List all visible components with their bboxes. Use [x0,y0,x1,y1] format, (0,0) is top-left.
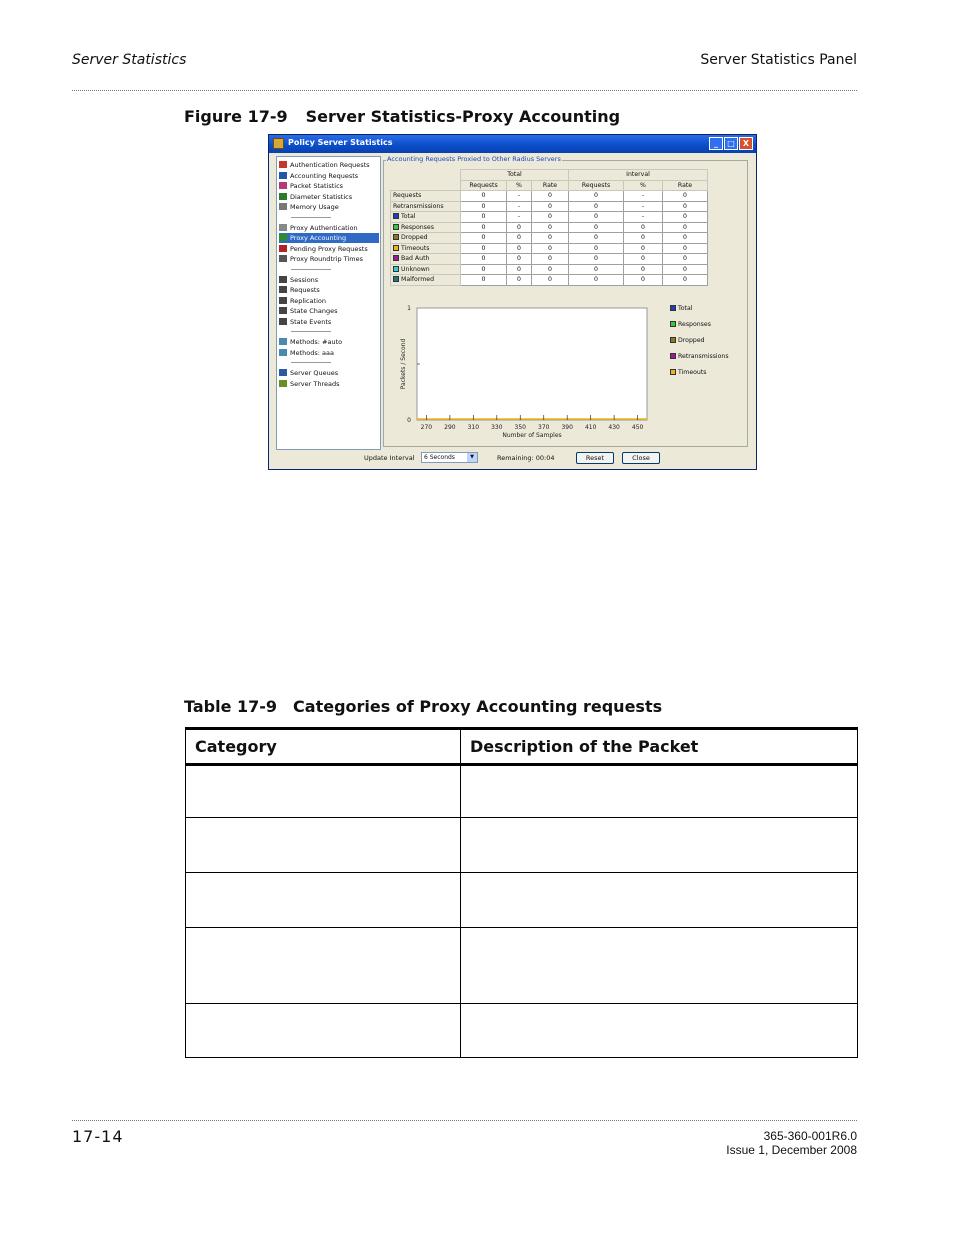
row-label-text: Timeouts [401,244,430,252]
table-cell: 0 [532,254,569,265]
legend-item [670,305,692,312]
table-cell: - [507,212,532,223]
table-cell: 0 [624,275,663,286]
table-cell [461,765,858,818]
update-interval-select[interactable] [421,452,478,463]
memory-usage-icon [279,203,287,210]
column-header: Requests [461,180,507,191]
nav-item-authentication-requests[interactable] [279,160,379,170]
server-threads-icon [279,380,287,387]
x-tick-label: 350 [514,424,526,431]
table-row [391,212,708,223]
x-tick-label: 430 [608,424,620,431]
legend-item [670,337,705,344]
table-cell: 0 [624,233,663,244]
row-label [391,222,461,233]
proxy-auth-icon [279,224,287,231]
legend-swatch [393,234,399,240]
categories-table [185,727,858,1058]
table-cell: - [507,191,532,202]
table-title: Categories of Proxy Accounting requests [293,697,663,716]
row-label-text: Malformed [401,276,435,284]
column-header-description: Description of the Packet [461,729,858,765]
table-cell [186,818,461,873]
table-row [186,765,858,818]
nav-item-state-events[interactable] [279,317,379,327]
footer-rule [72,1120,857,1121]
page-number: 17-14 [72,1127,124,1146]
table-cell: 0 [569,275,624,286]
legend-label: Dropped [678,337,705,344]
table-cell [461,1004,858,1058]
table-row [391,243,708,254]
nav-separator [291,269,331,270]
legend-label: Timeouts [678,369,707,376]
column-header: Rate [532,180,569,191]
table-cell: 0 [532,212,569,223]
window-title: Policy Server Statistics [288,138,393,147]
row-label-text: Unknown [401,265,430,273]
table-cell: 0 [569,191,624,202]
legend-swatch [393,276,399,282]
table-cell: 0 [569,264,624,275]
nav-separator [291,362,331,363]
nav-item-label: Authentication Requests [290,161,370,169]
nav-item-label: Memory Usage [290,203,339,211]
row-label-text: Bad Auth [401,255,430,263]
nav-item-label: Requests [290,286,320,294]
table-cell: 0 [663,264,708,275]
table-cell: 0 [532,222,569,233]
table-cell: 0 [461,212,507,223]
table-number: Table 17-9 [184,697,278,716]
table-cell: 0 [569,212,624,223]
nav-item-state-changes[interactable] [279,306,379,316]
table-cell: 0 [663,222,708,233]
packet-stats-icon [279,182,287,189]
table-cell: 0 [532,243,569,254]
group-title: Accounting Requests Proxied to Other Radius Servers [387,155,561,163]
table-cell: 0 [461,191,507,202]
methods-auto-icon [279,338,287,345]
table-row [186,1004,858,1058]
nav-item-label: Replication [290,296,326,305]
plot-area [417,308,647,420]
row-label-text: Retransmissions [393,202,444,210]
column-header: % [507,180,532,191]
methods-aaa-icon [279,349,287,356]
nav-item-label: Proxy Accounting [290,234,347,242]
table-cell: 0 [569,243,624,254]
row-label [391,275,461,286]
nav-item-label: Packet Statistics [290,182,344,190]
table-cell: 0 [624,264,663,275]
table-cell: 0 [461,201,507,212]
table-cell: 0 [569,222,624,233]
x-tick-label: 390 [561,424,573,431]
nav-item-label: Sessions [290,275,319,284]
nav-item-methods-aaa[interactable] [279,348,379,358]
nav-item-server-queues[interactable] [279,368,379,378]
figure-number: Figure 17-9 [184,107,288,126]
legend-swatch [670,305,676,311]
table-corner [391,180,461,191]
x-tick-label: 450 [631,424,644,431]
sessions-icon [279,276,287,283]
nav-item-label: State Changes [290,307,338,315]
figure-caption [184,107,620,126]
table-cell: 0 [569,254,624,265]
table-cell [186,873,461,928]
table-cell: 0 [461,254,507,265]
legend-item [670,353,729,360]
nav-item-packet-statistics[interactable] [279,181,379,191]
footer-doc-info [726,1129,857,1157]
table-cell: 0 [624,222,663,233]
table-cell: 0 [663,191,708,202]
stats-table [390,169,708,286]
nav-item-label: Accounting Requests [290,171,359,180]
chevron-down-icon[interactable]: ▼ [467,453,477,462]
x-tick-label: 410 [584,424,597,431]
nav-item-replication[interactable] [279,296,379,306]
proxy-accounting-icon [279,234,287,241]
table-cell: 0 [663,275,708,286]
table-cell: 0 [461,243,507,254]
table-header-row [391,170,708,181]
state-changes-icon [279,307,287,314]
nav-item-proxy-accounting[interactable] [279,233,379,243]
y-tick-label: 1 [407,305,411,312]
nav-separator [291,217,331,218]
table-cell: - [507,201,532,212]
legend-swatch [393,255,399,261]
pending-proxy-icon [279,245,287,252]
row-label [391,254,461,265]
nav-item-proxy-authentication[interactable] [279,223,379,233]
nav-item-proxy-roundtrip-times[interactable] [279,254,379,264]
table-cell: 0 [532,275,569,286]
group-header: Interval [569,170,708,181]
requests-icon [279,286,287,293]
table-row [391,233,708,244]
x-tick-label: 270 [420,424,433,431]
legend-label: Responses [678,321,711,328]
update-interval-label: Update Interval [364,454,415,462]
policy-server-statistics-window [268,134,757,470]
row-label-text: Dropped [401,234,428,242]
row-label-text: Total [401,213,416,221]
table-cell: 0 [507,222,532,233]
nav-item-label: Server Threads [290,379,340,388]
table-row [186,928,858,1004]
maximize-button[interactable]: □ [724,137,738,150]
table-cell: 0 [663,212,708,223]
nav-item-label: Pending Proxy Requests [290,244,368,253]
row-label [391,212,461,223]
reset-button[interactable]: Reset [576,452,614,464]
nav-item-label: Proxy Authentication [290,223,358,232]
auth-requests-icon [279,161,287,168]
minimize-button[interactable]: _ [709,137,723,150]
nav-separator [291,331,331,332]
legend-swatch [670,321,676,327]
table-cell [186,928,461,1004]
app-icon [273,138,284,149]
state-events-icon [279,318,287,325]
nav-item-diameter-statistics[interactable] [279,192,379,202]
table-corner [391,170,461,181]
nav-item-label: Methods: aaa [290,348,334,357]
nav-item-server-threads[interactable] [279,379,379,389]
statistics-nav-panel [276,156,381,450]
column-header: % [624,180,663,191]
window-titlebar [269,135,756,153]
row-label [391,233,461,244]
table-row [391,254,708,265]
header-section: Server Statistics [72,52,187,68]
table-cell: 0 [507,254,532,265]
table-cell: 0 [507,243,532,254]
table-cell [461,818,858,873]
legend-swatch [670,353,676,359]
nav-item-accounting-requests[interactable] [279,171,379,181]
table-cell: 0 [532,233,569,244]
table-cell: 0 [663,201,708,212]
table-cell: 0 [461,222,507,233]
legend-swatch [393,266,399,272]
x-tick-label: 330 [491,424,503,431]
table-cell [461,873,858,928]
x-tick-label: 290 [444,424,456,431]
nav-item-label: Methods: #auto [290,338,343,346]
table-cell: 0 [624,254,663,265]
legend-swatch [393,213,399,219]
y-tick-label: 0 [407,417,411,424]
column-header-category: Category [186,729,461,765]
table-row [391,191,708,202]
table-cell: 0 [507,264,532,275]
group-header: Total [461,170,569,181]
table-cell: 0 [532,191,569,202]
header-panel: Server Statistics Panel [700,52,857,68]
legend-label: Total [678,305,693,312]
legend-label: Retransmissions [678,353,729,360]
row-label [391,191,461,202]
roundtrip-icon [279,255,287,262]
table-cell: - [624,212,663,223]
header-rule [72,90,857,91]
legend-swatch [670,337,676,343]
table-cell: 0 [624,243,663,254]
table-cell: 0 [507,275,532,286]
remaining-time: Remaining: 00:04 [497,454,555,462]
nav-item-pending-proxy-requests[interactable] [279,244,379,254]
legend-swatch [670,369,676,375]
table-cell: 0 [532,264,569,275]
table-cell: 0 [461,264,507,275]
table-cell: 0 [461,275,507,286]
row-label [391,201,461,212]
x-tick-label: 310 [467,424,480,431]
figure-title: Server Statistics-Proxy Accounting [305,107,621,126]
legend-swatch [393,224,399,230]
server-queues-icon [279,369,287,376]
close-button[interactable]: Close [622,452,660,464]
row-label [391,243,461,254]
table-cell [461,928,858,1004]
x-axis-label: Number of Samples [502,432,562,439]
row-label [391,264,461,275]
table-cell: 0 [569,201,624,212]
table-row [391,275,708,286]
table-cell [186,1004,461,1058]
nav-item-label: Server Queues [290,369,339,377]
legend-item [670,369,707,376]
issue-date: Issue 1, December 2008 [726,1143,857,1157]
table-cell: 0 [663,254,708,265]
table-row [391,222,708,233]
packets-chart [390,303,650,443]
nav-item-requests[interactable] [279,285,379,295]
table-cell: - [624,191,663,202]
table-cell [186,765,461,818]
nav-item-sessions[interactable] [279,275,379,285]
table-row [391,264,708,275]
table-cell: 0 [507,233,532,244]
table-header-row [391,180,708,191]
table-row [186,818,858,873]
legend-swatch [393,245,399,251]
accounting-requests-icon [279,172,287,179]
doc-id: 365-360-001R6.0 [763,1129,857,1143]
table-cell: - [624,201,663,212]
table-row [186,873,858,928]
nav-item-label: Diameter Statistics [290,192,353,201]
column-header: Rate [663,180,708,191]
row-label-text: Responses [401,223,434,231]
row-label-text: Requests [393,192,422,200]
table-caption [184,697,662,716]
y-axis-label: Packets / Second [400,338,407,390]
table-cell: 0 [663,233,708,244]
table-row [391,201,708,212]
update-interval-value: 6 Seconds [424,454,455,461]
table-cell: 0 [663,243,708,254]
replication-icon [279,297,287,304]
legend-item [670,321,711,328]
nav-item-memory-usage[interactable] [279,202,379,212]
table-cell: 0 [532,201,569,212]
nav-item-label: Proxy Roundtrip Times [290,255,363,263]
column-header: Requests [569,180,624,191]
nav-item-methods-auto[interactable] [279,337,379,347]
diameter-stats-icon [279,193,287,200]
nav-item-label: State Events [290,317,332,326]
table-cell: 0 [461,233,507,244]
close-window-button[interactable]: X [739,137,753,150]
x-tick-label: 370 [538,424,550,431]
table-cell: 0 [569,233,624,244]
